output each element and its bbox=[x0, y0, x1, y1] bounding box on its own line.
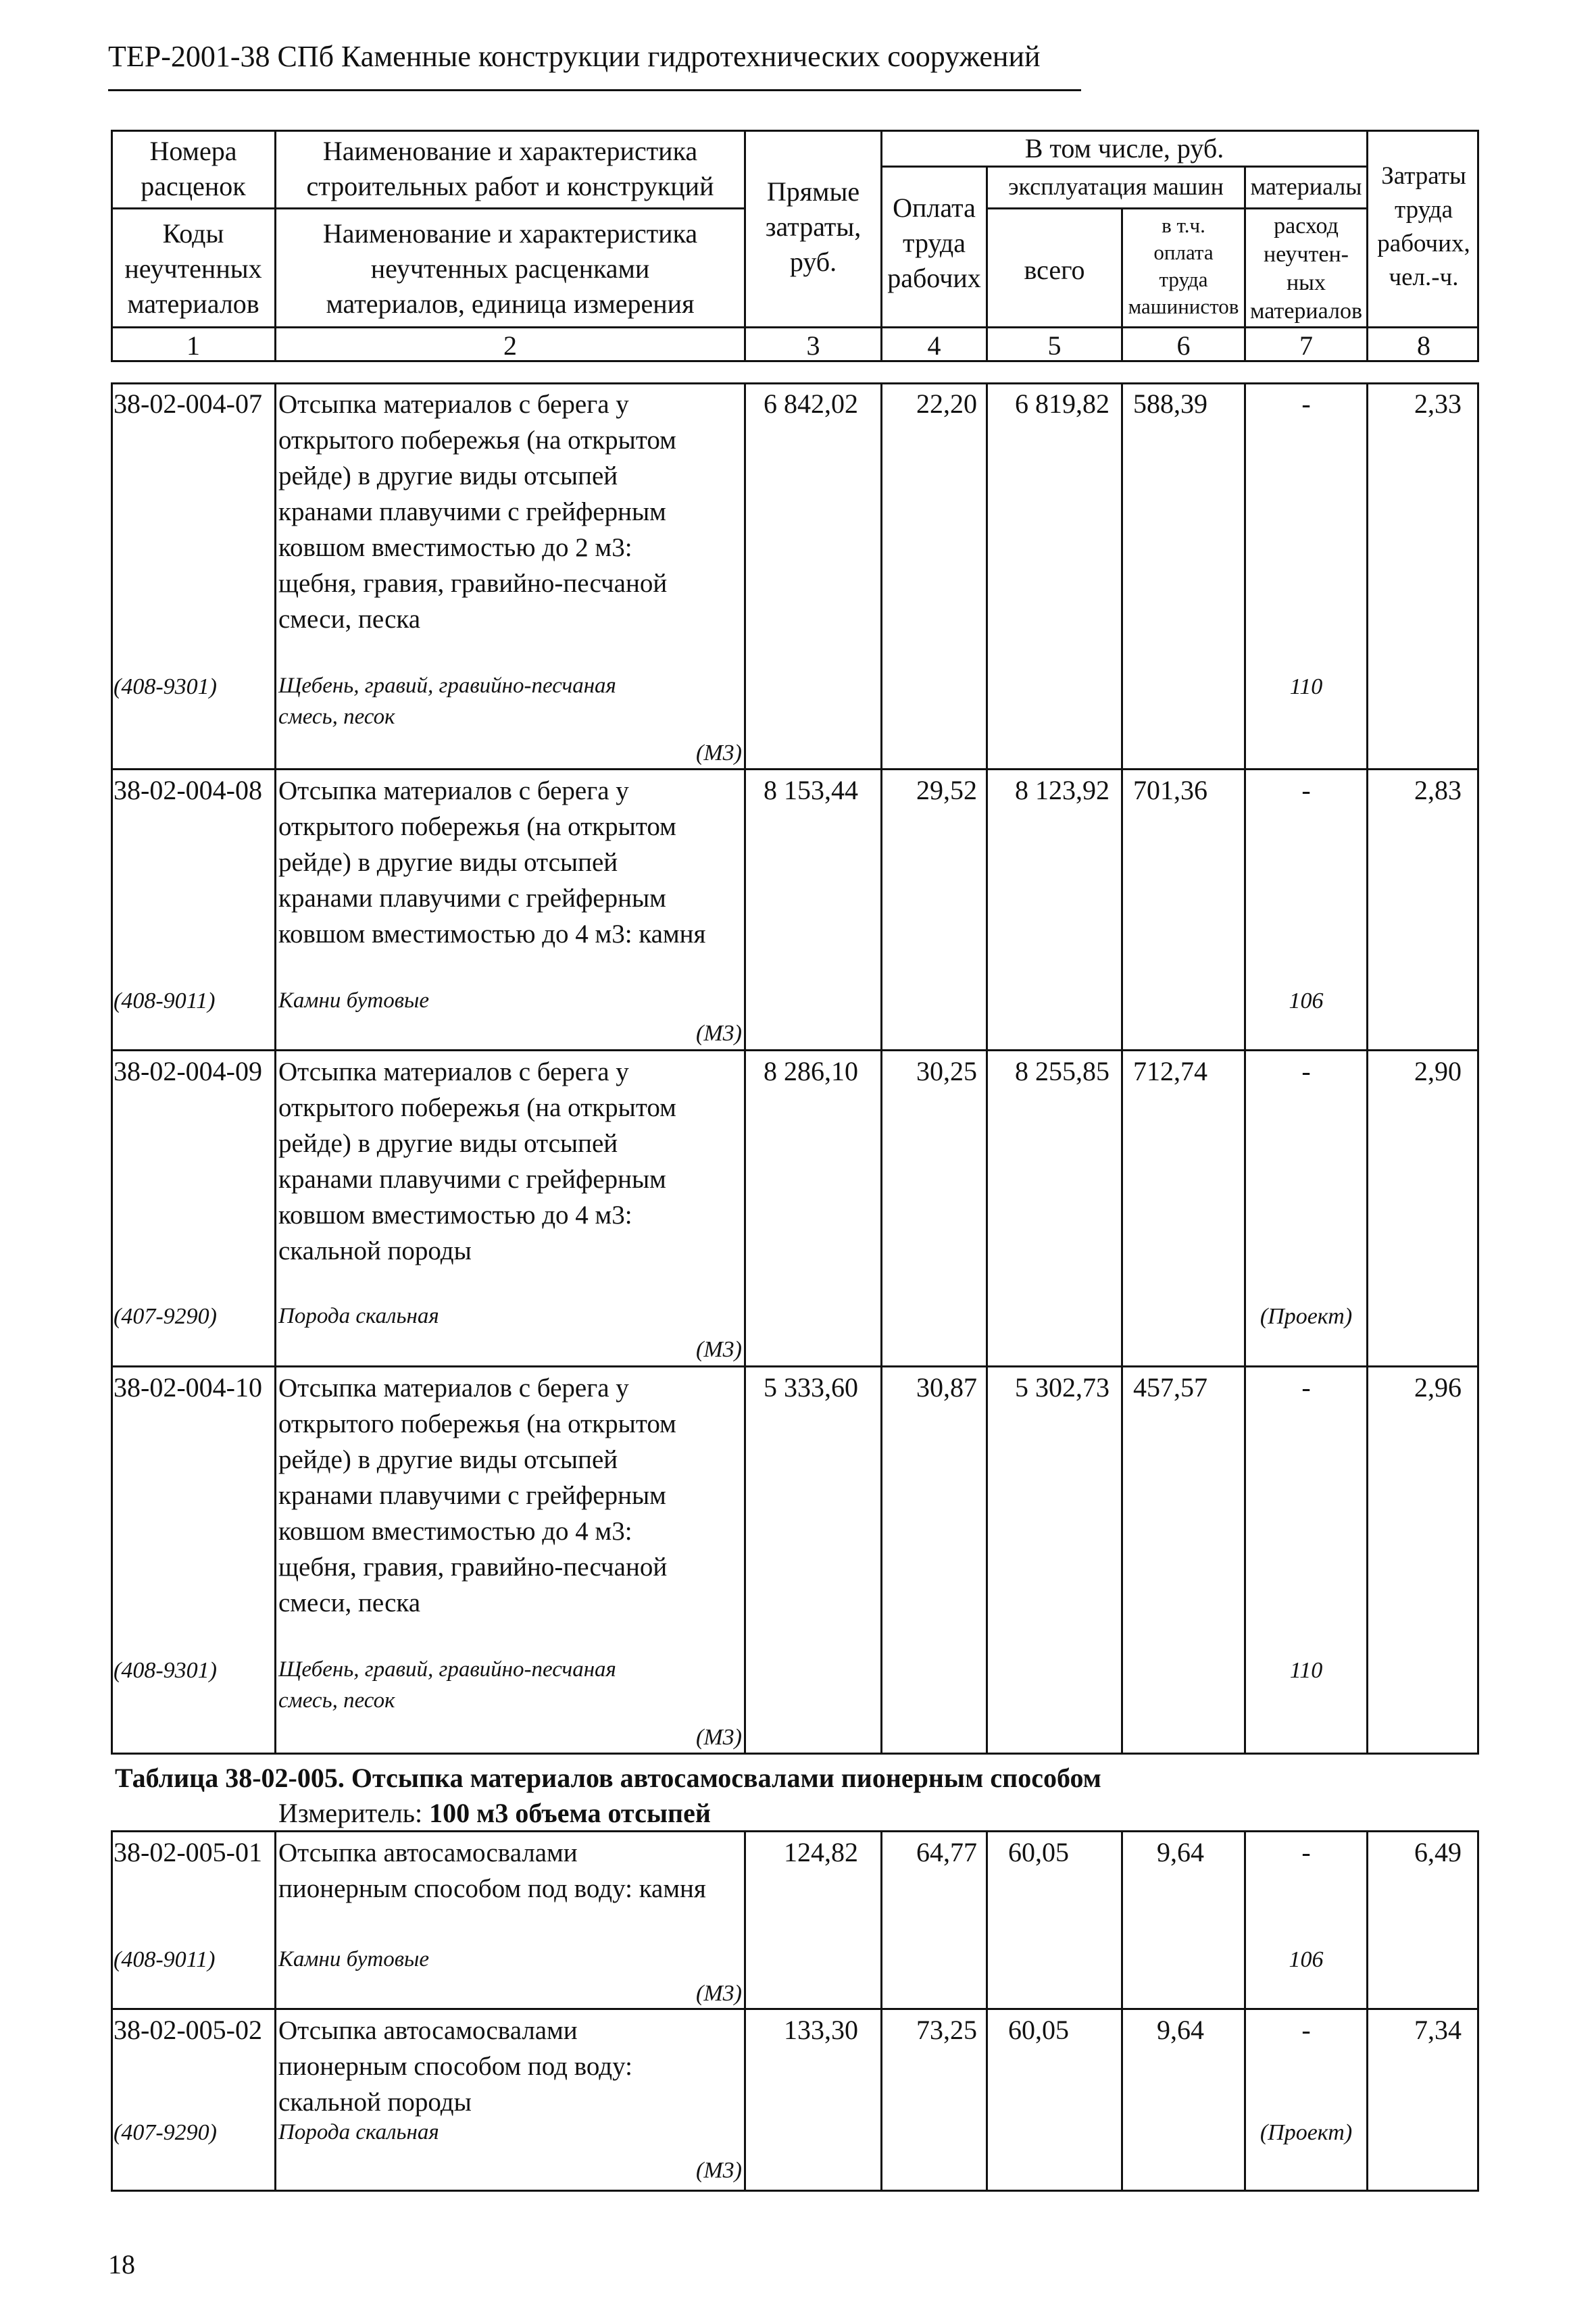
labor-hours: 2,90 bbox=[1414, 1056, 1462, 1086]
materials-cost: - bbox=[1301, 1056, 1311, 1086]
materials-cost: - bbox=[1301, 775, 1311, 805]
labor-pay: 22,20 bbox=[916, 388, 977, 419]
labor-hours: 7,34 bbox=[1414, 2015, 1462, 2045]
col-header-nomer: Номера bbox=[149, 136, 237, 166]
page-number: 18 bbox=[108, 2249, 135, 2280]
material-amount: 110 bbox=[1289, 674, 1323, 699]
rate-code: 38-02-004-08 bbox=[114, 775, 262, 805]
material-name: Камни бутовые bbox=[278, 988, 430, 1013]
material-amount: (Проект) bbox=[1260, 1304, 1353, 1329]
material-amount: 106 bbox=[1289, 988, 1324, 1013]
machine-costs: 5 302,73 bbox=[1015, 1372, 1109, 1403]
header-divider bbox=[880, 166, 1366, 168]
col-header-rascenok: расценок bbox=[141, 171, 246, 201]
labor-hours: 6,49 bbox=[1414, 1837, 1462, 1867]
direct-costs: 5 333,60 bbox=[764, 1372, 858, 1403]
col-header-naim-neucht: Наименование и характеристика неучтенных расценками материалов, единица измерения bbox=[322, 218, 698, 319]
measure-label: Измеритель: bbox=[278, 1798, 430, 1828]
material-unit: (М3) bbox=[696, 1725, 742, 1750]
material-code: (408-9011) bbox=[114, 988, 216, 1013]
rate-description: Отсыпка материалов с берега у открытого побережья (на открытом рейде) в другие виды отсыпей кранами плавучими с грейферным ковшом вместимостью до 4 м3: камня bbox=[278, 776, 706, 949]
table-column-line bbox=[1121, 1830, 1123, 2192]
col-header-vsego: всего bbox=[1024, 255, 1085, 285]
rate-code: 38-02-004-10 bbox=[114, 1372, 262, 1403]
machine-costs: 8 255,85 bbox=[1015, 1056, 1109, 1086]
header-rule bbox=[108, 89, 1081, 91]
col-header-v-tom-chisle: В том числе, руб. bbox=[1024, 133, 1224, 164]
labor-hours: 2,83 bbox=[1414, 775, 1462, 805]
rate-code: 38-02-005-01 bbox=[114, 1837, 262, 1867]
material-unit: (М3) bbox=[696, 1337, 742, 1362]
materials-cost: - bbox=[1301, 1837, 1311, 1867]
labor-pay: 29,52 bbox=[916, 775, 977, 805]
material-unit: (М3) bbox=[696, 2158, 742, 2183]
machinist-pay: 701,36 bbox=[1133, 775, 1207, 805]
col-header-oplata: Оплата труда рабочих bbox=[887, 193, 981, 293]
header-divider bbox=[111, 326, 1479, 328]
header-divider bbox=[111, 207, 745, 209]
col-header-naim: Наименование и характеристика bbox=[322, 136, 698, 166]
row-separator bbox=[111, 768, 1479, 770]
table-column-line bbox=[274, 382, 276, 1755]
rate-description: Отсыпка материалов с берега у открытого побережья (на открытом рейде) в другие виды отсыпей кранами плавучими с грейферным ковшом вместимостью до 2 м3: щебня, гравия, гравийно-песчаной смеси, песка bbox=[278, 390, 676, 634]
material-amount: (Проект) bbox=[1260, 2120, 1353, 2145]
col-number: 8 bbox=[1417, 330, 1430, 361]
col-header-pryamye: Прямые затраты, руб. bbox=[765, 176, 862, 277]
table-column-line bbox=[744, 1830, 746, 2192]
machinist-pay: 9,64 bbox=[1157, 1837, 1204, 1867]
direct-costs: 8 286,10 bbox=[764, 1056, 858, 1086]
document-header-title: ТЕР-2001-38 СПб Каменные конструкции гидротехнических сооружений bbox=[108, 40, 1041, 73]
table-column-line bbox=[274, 1830, 276, 2192]
material-name: Щебень, гравий, гравийно-песчаная смесь, песок bbox=[278, 1657, 616, 1713]
labor-pay: 30,87 bbox=[916, 1372, 977, 1403]
col-header-vtch: в т.ч. оплата труда машинистов bbox=[1128, 213, 1239, 318]
table-title: Таблица 38-02-005. Отсыпка материалов автосамосвалами пионерным способом bbox=[115, 1763, 1101, 1793]
table-measure bbox=[278, 1800, 711, 1827]
col-number: 7 bbox=[1299, 330, 1313, 361]
rate-description: Отсыпка материалов с берега у открытого побережья (на открытом рейде) в другие виды отсыпей кранами плавучими с грейферным ковшом вместимостью до 4 м3: щебня, гравия, гравийно-песчаной смеси, песка bbox=[278, 1374, 676, 1617]
row-separator bbox=[111, 1365, 1479, 1367]
rate-code: 38-02-004-09 bbox=[114, 1056, 262, 1086]
materials-cost: - bbox=[1301, 1372, 1311, 1403]
labor-hours: 2,33 bbox=[1414, 388, 1462, 419]
direct-costs: 124,82 bbox=[784, 1837, 858, 1867]
material-unit: (М3) bbox=[696, 1021, 742, 1046]
material-name: Камни бутовые bbox=[278, 1947, 430, 1971]
rate-code: 38-02-005-02 bbox=[114, 2015, 262, 2045]
material-unit: (М3) bbox=[696, 1981, 742, 2006]
col-number: 4 bbox=[927, 330, 941, 361]
row-separator bbox=[111, 1049, 1479, 1051]
col-header-rashod: расход неучтен- ных материалов bbox=[1249, 213, 1363, 324]
machinist-pay: 9,64 bbox=[1157, 2015, 1204, 2045]
table-column-line bbox=[1121, 382, 1123, 1755]
direct-costs: 6 842,02 bbox=[764, 388, 858, 419]
material-code: (408-9301) bbox=[114, 674, 217, 699]
material-code: (407-9290) bbox=[114, 2120, 217, 2145]
rate-description: Отсыпка автосамосвалами пионерным способом под воду: камня bbox=[278, 1838, 706, 1903]
material-code: (407-9290) bbox=[114, 1304, 217, 1329]
col-header-ekspl: эксплуатация машин bbox=[1008, 173, 1224, 200]
labor-hours: 2,96 bbox=[1414, 1372, 1462, 1403]
col-number: 5 bbox=[1047, 330, 1062, 361]
labor-pay: 64,77 bbox=[916, 1837, 977, 1867]
col-header-zatraty: Затраты труда рабочих, чел.-ч. bbox=[1377, 162, 1470, 291]
material-name: Щебень, гравий, гравийно-песчаная смесь, песок bbox=[278, 674, 616, 729]
labor-pay: 73,25 bbox=[916, 2015, 977, 2045]
table-column-line bbox=[1366, 1830, 1368, 2192]
rate-description: Отсыпка автосамосвалами пионерным способом под воду: скальной породы bbox=[278, 2016, 632, 2117]
table-column-line bbox=[880, 1830, 882, 2192]
material-amount: 106 bbox=[1289, 1947, 1324, 1972]
materials-cost: - bbox=[1301, 388, 1311, 419]
col-header-kody: Коды неучтенных материалов bbox=[124, 218, 262, 319]
material-name: Порода скальная bbox=[278, 2120, 439, 2144]
machinist-pay: 588,39 bbox=[1133, 388, 1207, 419]
table-column-line bbox=[986, 1830, 988, 2192]
col-number: 2 bbox=[503, 330, 517, 361]
machine-costs: 8 123,92 bbox=[1015, 775, 1109, 805]
col-header-stroit: строительных работ и конструкций bbox=[306, 171, 714, 201]
col-number: 3 bbox=[806, 330, 820, 361]
rate-description: Отсыпка материалов с берега у открытого побережья (на открытом рейде) в другие виды отсыпей кранами плавучими с грейферным ковшом вместимостью до 4 м3: скальной породы bbox=[278, 1057, 676, 1265]
material-code: (408-9301) bbox=[114, 1658, 217, 1683]
material-unit: (М3) bbox=[696, 740, 742, 765]
col-number: 1 bbox=[186, 330, 200, 361]
direct-costs: 8 153,44 bbox=[764, 775, 858, 805]
machine-costs: 6 819,82 bbox=[1015, 388, 1109, 419]
header-divider bbox=[986, 207, 1368, 209]
col-header-materialy: материалы bbox=[1250, 173, 1362, 200]
row-separator bbox=[111, 2008, 1479, 2010]
machine-costs: 60,05 bbox=[1008, 1837, 1069, 1867]
machine-costs: 60,05 bbox=[1008, 2015, 1069, 2045]
material-amount: 110 bbox=[1289, 1658, 1323, 1683]
measure-value: 100 м3 объема отсыпей bbox=[429, 1798, 711, 1828]
machinist-pay: 712,74 bbox=[1133, 1056, 1207, 1086]
machinist-pay: 457,57 bbox=[1133, 1372, 1207, 1403]
rate-code: 38-02-004-07 bbox=[114, 388, 262, 419]
material-code: (408-9011) bbox=[114, 1947, 216, 1972]
labor-pay: 30,25 bbox=[916, 1056, 977, 1086]
materials-cost: - bbox=[1301, 2015, 1311, 2045]
material-name: Порода скальная bbox=[278, 1304, 439, 1328]
direct-costs: 133,30 bbox=[784, 2015, 858, 2045]
col-number: 6 bbox=[1176, 330, 1191, 361]
